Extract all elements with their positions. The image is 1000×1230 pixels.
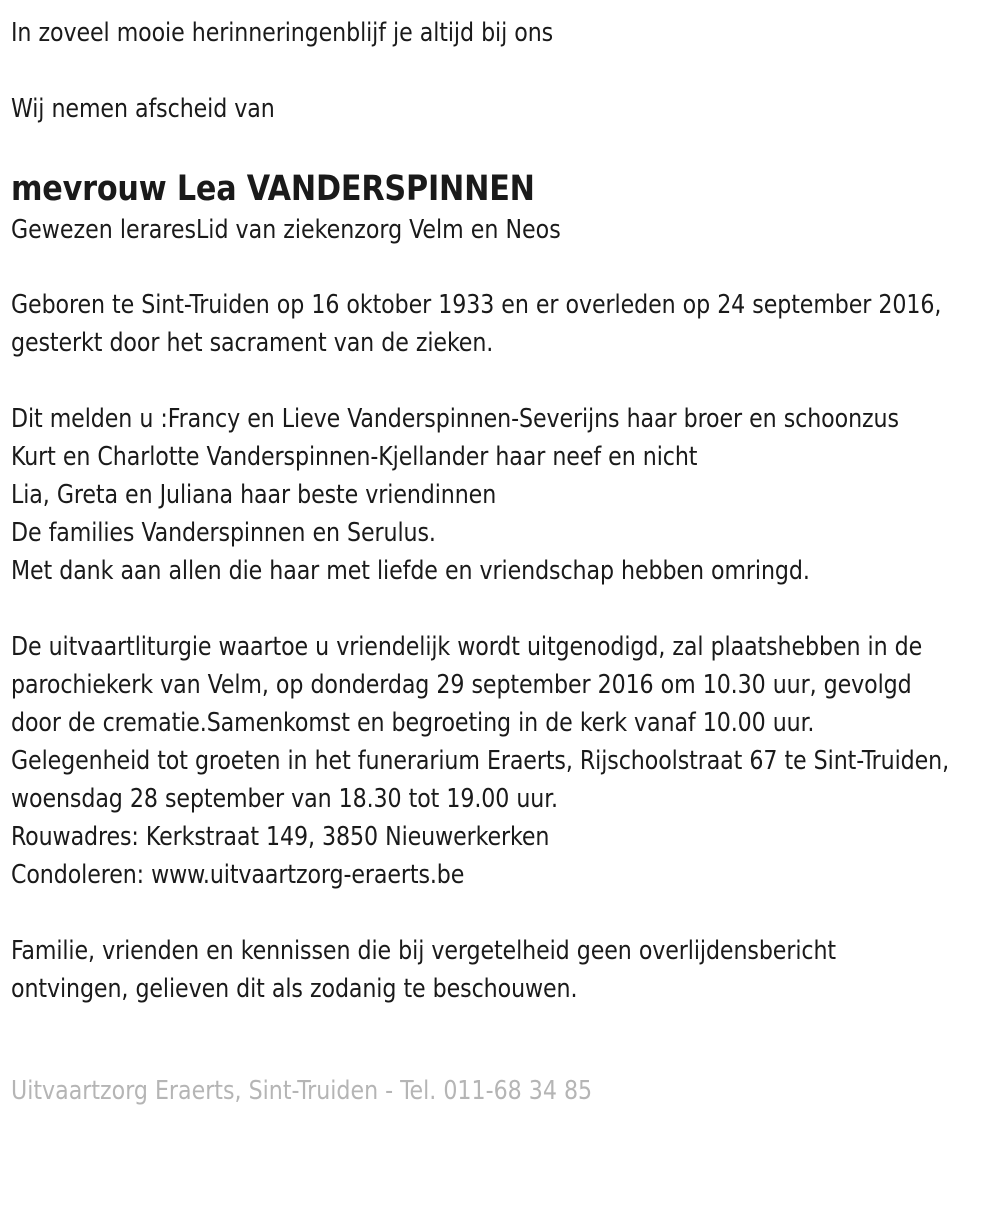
announcer-line: De families Vanderspinnen en Serulus. <box>11 518 436 548</box>
announcers-intro-line: Dit melden u :Francy en Lieve Vanderspinnen-Severijns haar broer en schoonzus <box>11 404 899 434</box>
spacer <box>11 362 988 400</box>
announcer-line: Lia, Greta en Juliana haar beste vriendinnen <box>11 480 497 510</box>
spacer <box>11 128 988 166</box>
mourning-address-line: Rouwadres: Kerkstraat 149, 3850 Nieuwerkerken <box>11 822 550 852</box>
announcer-line: Met dank aan allen die haar met liefde en vriendschap hebben omringd. <box>11 556 810 586</box>
funeral-home-footer: Uitvaartzorg Eraerts, Sint-Truiden - Tel. 011-68 34 85 <box>11 1075 593 1106</box>
liturgy-paragraph: De uitvaartliturgie waartoe u vriendelijk wordt uitgenodigd, zal plaatshebben in de parochiekerk van Velm, op donderdag 29 september 2016 om 10.30 uur, gevolgd door de crematie.Samenkomst en begroeting in de kerk vanaf 10.00 uur. <box>11 632 930 738</box>
intro-text: In zoveel mooie herinneringenblijf je altijd bij ons <box>11 18 554 48</box>
deceased-subtitle: Gewezen leraresLid van ziekenzorg Velm en Neos <box>11 215 561 245</box>
spacer <box>11 894 988 932</box>
farewell-text: Wij nemen afscheid van <box>11 94 275 124</box>
spacer <box>11 248 988 286</box>
visitation-paragraph: Gelegenheid tot groeten in het funerarium Eraerts, Rijschoolstraat 67 te Sint-Truiden, woensdag 28 september van 18.30 tot 19.00 uur. <box>11 746 957 814</box>
spacer <box>11 52 988 90</box>
spacer <box>11 590 988 628</box>
disclaimer-paragraph: Familie, vrienden en kennissen die bij vergetelheid geen overlijdensbericht ontvingen, gelieven dit als zodanig te beschouwen. <box>11 936 844 1004</box>
spacer <box>11 1008 988 1046</box>
announcer-line: Kurt en Charlotte Vanderspinnen-Kjellander haar neef en nicht <box>11 442 698 472</box>
birth-death-paragraph: Geboren te Sint-Truiden op 16 oktober 1933 en er overleden op 24 september 2016, gesterkt door het sacrament van de zieken. <box>11 290 949 358</box>
deceased-name: mevrouw Lea VANDERSPINNEN <box>11 169 535 209</box>
condolences-line: Condoleren: www.uitvaartzorg-eraerts.be <box>11 860 465 890</box>
